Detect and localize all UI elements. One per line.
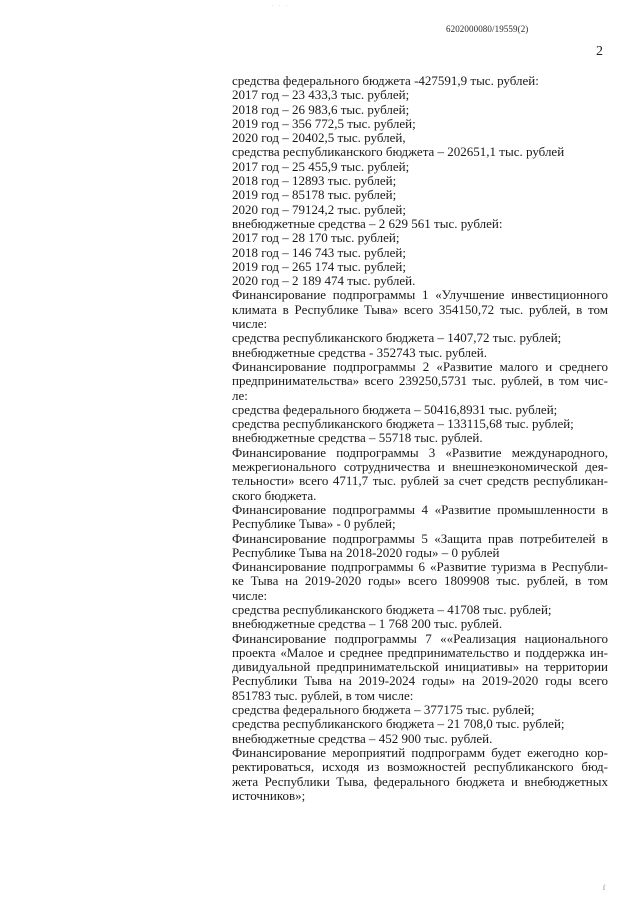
text-line: Финансирование подпрограммы 4 «Развитие промышленности в (232, 501, 608, 517)
document-registration-code: 6202000080/19559(2) (446, 24, 529, 34)
text-line: предпринимательства» всего 239250,5731 тыс. рублей, в том чис- (232, 373, 608, 389)
text-line: внебюджетные средства – 2 629 561 тыс. рублей: (232, 215, 503, 231)
text-line: средства республиканского бюджета – 1407,72 тыс. рублей; (232, 330, 562, 346)
text-line: Финансирование подпрограммы 5 «Защита прав потребителей в (232, 530, 608, 546)
text-line: Республике Тыва на 2018-2020 годы» – 0 рублей (232, 544, 500, 560)
text-line: ского бюджета. (232, 487, 317, 503)
text-line: жета Республики Тыва, федерального бюджета и внебюджетных (232, 773, 608, 789)
text-line: ректироваться, исходя из возможностей республиканского бюд- (232, 759, 608, 775)
text-line: Республике Тыва» - 0 рублей; (232, 516, 396, 532)
text-line: ке Тыва на 2019-2020 годы» всего 1809908 тыс. рублей, в том (232, 573, 608, 589)
text-line: Финансирование мероприятий подпрограмм будет ежегодно кор- (232, 744, 608, 760)
text-line: внебюджетные средства - 352743 тыс. рублей. (232, 344, 487, 360)
text-line: 2019 год – 265 174 тыс. рублей; (232, 258, 406, 274)
scan-top-mark: . . . (272, 2, 290, 8)
text-line: Республики Тыва на 2019-2024 годы» на 2019-2020 годы всего (232, 673, 608, 689)
text-line: 851783 тыс. рублей, в том числе: (232, 687, 414, 703)
text-line: дивидуальной предпринимательской инициативы» на территории (232, 659, 608, 675)
text-line: Финансирование подпрограммы 6 «Развитие туризма в Республи- (232, 559, 608, 575)
text-line: климата в Республике Тыва» всего 354150,72 тыс. рублей, в том (232, 301, 608, 317)
text-line: 2018 год – 146 743 тыс. рублей; (232, 244, 406, 260)
text-line: Финансирование подпрограммы 1 «Улучшение инвестиционного (232, 287, 608, 303)
text-line: числе: (232, 316, 268, 332)
text-line: 2020 год – 2 189 474 тыс. рублей. (232, 273, 416, 289)
text-line: средства федерального бюджета – 50416,8931 тыс. рублей; (232, 401, 558, 417)
text-line: внебюджетные средства – 1 768 200 тыс. рублей. (232, 616, 503, 632)
text-line: внебюджетные средства – 452 900 тыс. рублей. (232, 730, 493, 746)
text-line: 2020 год – 20402,5 тыс. рублей, (232, 130, 406, 146)
text-line: тельности» всего 4711,7 тыс. рублей за счет средств республикан- (232, 473, 608, 489)
text-line: Финансирование подпрограммы 2 «Развитие малого и среднего (232, 358, 608, 374)
text-line: 2018 год – 26 983,6 тыс. рублей; (232, 101, 410, 117)
text-line: средства республиканского бюджета – 202651,1 тыс. рублей (232, 144, 565, 160)
page-number: 2 (596, 44, 603, 59)
text-line: средства федерального бюджета – 377175 тыс. рублей; (232, 702, 535, 718)
text-line: средства республиканского бюджета – 21 708,0 тыс. рублей; (232, 716, 565, 732)
text-line: источников»; (232, 787, 306, 803)
scan-corner-mark: ſ (603, 884, 605, 892)
text-line: 2017 год – 25 455,9 тыс. рублей; (232, 158, 410, 174)
text-line: Финансирование подпрограммы 7 ««Реализация национального (232, 630, 608, 646)
text-line: средства республиканского бюджета – 41708 тыс. рублей; (232, 601, 552, 617)
text-line: 2019 год – 356 772,5 тыс. рублей; (232, 115, 416, 131)
text-line: 2018 год – 12893 тыс. рублей; (232, 173, 397, 189)
text-line: числе: (232, 587, 268, 603)
text-line: средства республиканского бюджета – 133115,68 тыс. рублей; (232, 416, 574, 432)
text-line: Финансирование подпрограммы 3 «Развитие международного, (232, 444, 608, 460)
text-line: 2017 год – 23 433,3 тыс. рублей; (232, 87, 410, 103)
text-line: внебюджетные средства – 55718 тыс. рублей. (232, 430, 483, 446)
document-body (232, 74, 608, 803)
text-line: 2019 год – 85178 тыс. рублей; (232, 187, 397, 203)
text-line: 2017 год – 28 170 тыс. рублей; (232, 230, 400, 246)
text-line: проекта «Малое и среднее предпринимательство и поддержка ин- (232, 644, 608, 660)
text-line: средства федерального бюджета -427591,9 тыс. рублей: (232, 73, 539, 88)
text-line: 2020 год – 79124,2 тыс. рублей; (232, 201, 406, 217)
text-line: ле: (232, 387, 248, 403)
text-line: межрегионального сотрудничества и внешнеэкономической дея- (232, 459, 608, 475)
